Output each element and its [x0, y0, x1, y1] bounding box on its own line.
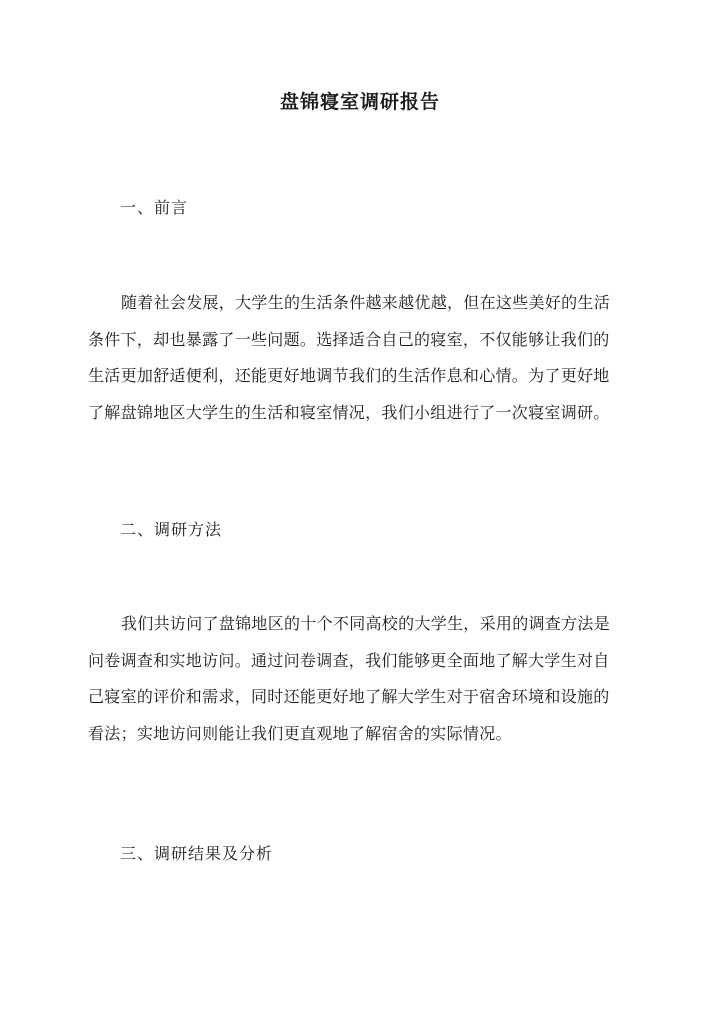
paragraph-line: 问卷调查和实地访问。通过问卷调查，我们能够更全面地了解大学生对自	[88, 650, 610, 670]
section-heading-results: 三、调研结果及分析	[120, 844, 274, 863]
paragraph-line: 条件下，却也暴露了一些问题。选择适合自己的寝室，不仅能够让我们的	[88, 329, 610, 349]
paragraph-line: 随着社会发展，大学生的生活条件越来越优越，但在这些美好的生活	[121, 293, 611, 312]
section-heading-preface: 一、前言	[120, 198, 189, 217]
paragraph-line: 生活更加舒适便利，还能更好地调节我们的生活作息和心情。为了更好地	[88, 366, 610, 385]
paragraph-line: 己寝室的评价和需求，同时还能更好地了解大学生对于宿舍环境和设施的	[88, 687, 610, 706]
section-paragraph-method	[88, 606, 632, 752]
paragraph-line: 了解盘锦地区大学生的生活和寝室情况，我们小组进行了一次寝室调研。	[88, 402, 610, 422]
paragraph-line: 看法；实地访问则能让我们更直观地了解宿舍的实际情况。	[88, 723, 512, 743]
section-paragraph-preface	[88, 285, 632, 431]
section-heading-method: 二、调研方法	[120, 520, 223, 539]
paragraph-line: 我们共访问了盘锦地区的十个不同高校的大学生，采用的调查方法是	[121, 614, 611, 633]
document-title: 盘锦寝室调研报告	[279, 91, 440, 113]
